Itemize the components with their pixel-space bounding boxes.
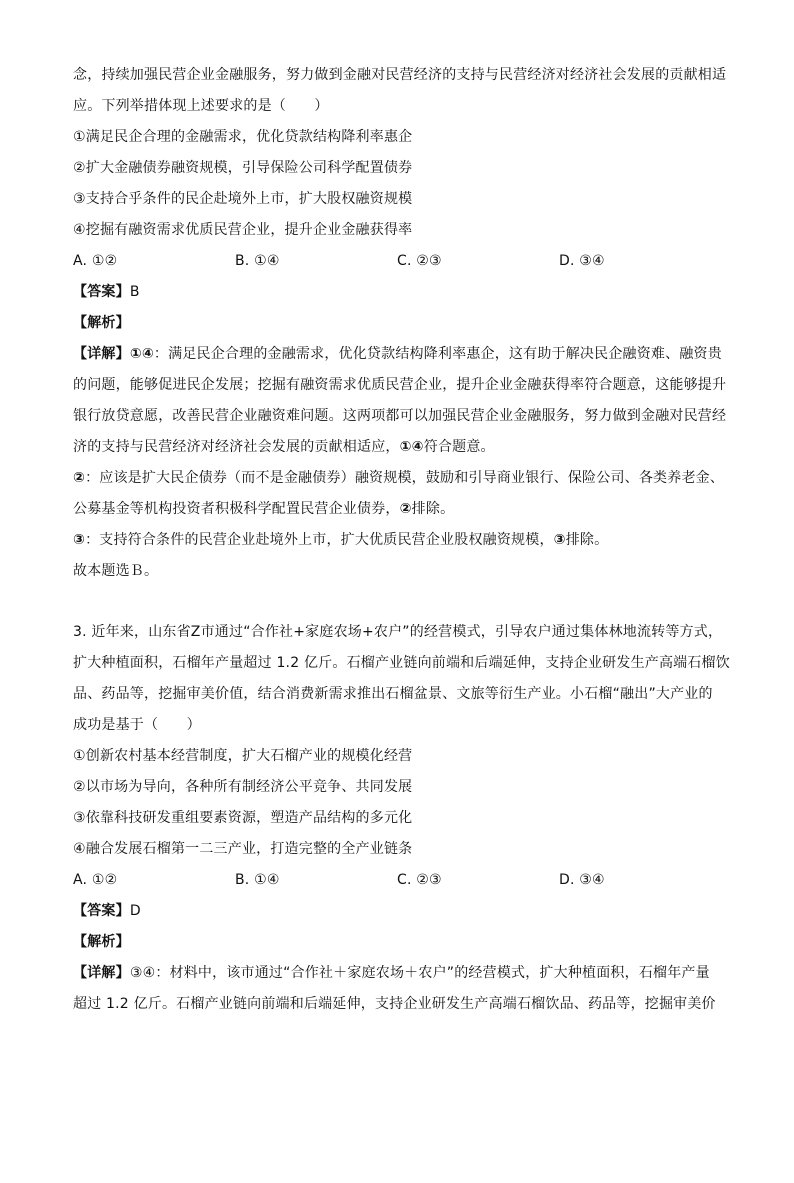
detail-text: ：满足民企合理的金融需求，优化贷款结构降利率惠企，这有助于解决民企融资难、融资贵 bbox=[153, 346, 722, 362]
detail-tag: 【详解】 bbox=[73, 965, 130, 981]
detail-text: ③④：材料中，该市通过“合作社＋家庭农场＋农户”的经营模式，扩大种植面积，石榴年产量 bbox=[129, 965, 710, 981]
q2-detail-1-line-4 bbox=[73, 432, 721, 463]
detail-choice: ③ bbox=[553, 532, 566, 548]
answer-value: D bbox=[129, 903, 141, 919]
question-spacer bbox=[73, 587, 721, 617]
q2-detail-1-line-2: 的问题，能够促进民企发展；挖掘有融资需求优质民营企业，提升企业金融获得率符合题意，这能够提升 bbox=[73, 377, 727, 393]
detail-choice: ①④ bbox=[129, 346, 154, 362]
detail-text: 符合题意。 bbox=[423, 439, 495, 455]
q3-stem-line-4: 成功是基于（ ） bbox=[73, 717, 201, 733]
q3-answer bbox=[73, 896, 721, 927]
q3-item-4: ④融合发展石榴第一二三产业，打造完整的全产业链条 bbox=[73, 841, 413, 857]
q3-stem-line-1: 3. 近年来，山东省Z市通过“合作社+家庭农场+农户”的经营模式，引导农户通过集体林地流转等方式， bbox=[73, 624, 723, 640]
q2-option-a: A. ①② bbox=[73, 253, 118, 269]
q3-item-1: ①创新农村基本经营制度，扩大石榴产业的规模化经营 bbox=[73, 748, 413, 764]
detail-choice: ③ bbox=[73, 532, 86, 548]
detail-text: 排除。 bbox=[565, 532, 609, 548]
q3-option-d: D. ③④ bbox=[559, 872, 605, 888]
analysis-tag: 【解析】 bbox=[73, 934, 130, 950]
q2-detail-2-line-1 bbox=[73, 463, 725, 494]
q3-detail-line-1 bbox=[73, 958, 721, 989]
detail-text: ：应该是扩大民企债券（而不是金融债券）融资规模，鼓励和引导商业银行、保险公司、各类养老金、 bbox=[85, 470, 725, 486]
detail-text: 济的支持与民营经济对经济社会发展的贡献相适应， bbox=[73, 439, 400, 455]
q3-detail-line-2: 超过 1.2 亿斤。石榴产业链向前端和后端延伸，支持企业研发生产高端石榴饮品、药品等，挖掘审美价 bbox=[73, 996, 716, 1012]
q2-stem-line-1: 念，持续加强民营企业金融服务，努力做到金融对民营经济的支持与民营经济对经济社会发展的贡献相适 bbox=[73, 67, 727, 83]
document-page bbox=[0, 60, 794, 1183]
q2-item-1: ①满足民企合理的金融需求，优化贷款结构降利率惠企 bbox=[73, 129, 413, 145]
q2-item-3: ③支持合乎条件的民企赴境外上市，扩大股权融资规模 bbox=[73, 191, 413, 207]
q2-detail-3 bbox=[73, 525, 721, 556]
q2-item-4: ④挖掘有融资需求优质民营企业，提升企业金融获得率 bbox=[73, 222, 413, 238]
q3-analysis bbox=[73, 927, 721, 958]
detail-choice: ①④ bbox=[399, 439, 424, 455]
q3-stem-line-2: 扩大种植面积，石榴年产量超过 1.2 亿斤。石榴产业链向前端和后端延伸，支持企业研发生产高端石榴饮 bbox=[73, 655, 730, 671]
q3-option-b: B. ①④ bbox=[235, 872, 280, 888]
q2-option-b: B. ①④ bbox=[235, 253, 280, 269]
q2-stem-line-2: 应。下列举措体现上述要求的是（ ） bbox=[73, 98, 329, 114]
detail-text: 公募基金等机构投资者积极科学配置民营企业债券， bbox=[73, 501, 400, 517]
detail-text: 排除。 bbox=[411, 501, 455, 517]
q2-option-d: D. ③④ bbox=[559, 253, 605, 269]
q2-detail-1-line-1 bbox=[73, 339, 721, 370]
detail-choice: ② bbox=[399, 501, 412, 517]
detail-text: ：支持符合条件的民营企业赴境外上市，扩大优质民营企业股权融资规模， bbox=[85, 532, 554, 548]
q2-item-2: ②扩大金融债券融资规模，引导保险公司科学配置债券 bbox=[73, 160, 413, 176]
q2-option-c: C. ②③ bbox=[397, 253, 442, 269]
q2-detail-1-line-3: 银行放贷意愿，改善民营企业融资难问题。这两项都可以加强民营企业金融服务，努力做到金融对民营经 bbox=[73, 408, 727, 424]
analysis-tag: 【解析】 bbox=[73, 315, 130, 331]
q2-conclusion: 故本题选Ｂ。 bbox=[73, 563, 159, 579]
answer-value: B bbox=[129, 284, 140, 300]
q2-options bbox=[73, 246, 721, 277]
q3-option-a: A. ①② bbox=[73, 872, 118, 888]
q3-options bbox=[73, 865, 721, 896]
q3-option-c: C. ②③ bbox=[397, 872, 442, 888]
q2-analysis bbox=[73, 308, 721, 339]
q3-item-2: ②以市场为导向，各种所有制经济公平竞争、共同发展 bbox=[73, 779, 413, 795]
q3-item-3: ③依靠科技研发重组要素资源，塑造产品结构的多元化 bbox=[73, 810, 413, 826]
q2-answer bbox=[73, 277, 721, 308]
answer-tag: 【答案】 bbox=[73, 284, 130, 300]
detail-tag: 【详解】 bbox=[73, 346, 130, 362]
detail-choice: ② bbox=[73, 470, 86, 486]
q2-detail-2-line-2 bbox=[73, 494, 721, 525]
answer-tag: 【答案】 bbox=[73, 903, 130, 919]
q3-stem-line-3: 品、药品等，挖掘审美价值，结合消费新需求推出石榴盆景、文旅等衍生产业。小石榴“融出”大产业的 bbox=[73, 686, 713, 702]
